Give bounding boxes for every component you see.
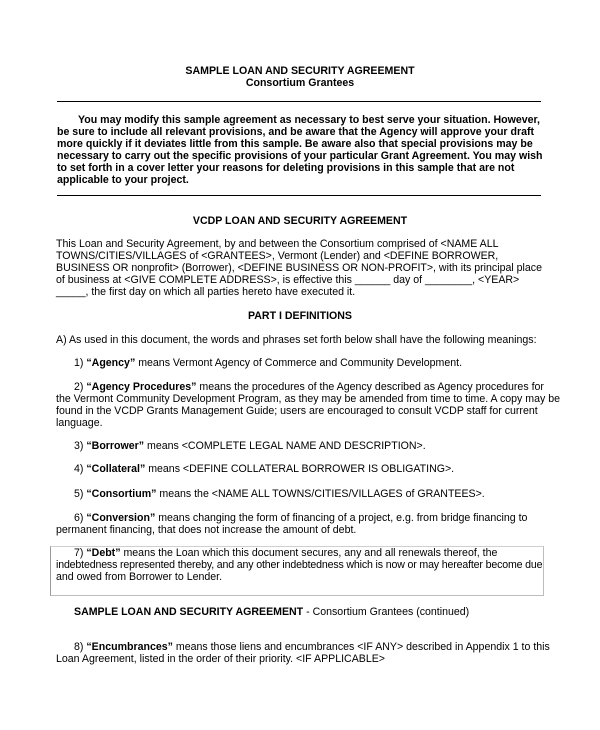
defined-term: “Conversion”: [86, 512, 156, 524]
item-number: 6): [74, 512, 84, 524]
definition-text: indebtedness represented thereby, and any other indebtedness which is now or may hereafter become due: [56, 559, 543, 571]
notice-line: You may modify this sample agreement as necessary to best serve your situation. However,: [78, 114, 540, 126]
defined-term: “Collateral”: [86, 463, 146, 475]
definition-consortium: [74, 488, 485, 500]
notice-line: to set forth in a cover letter your reasons for deleting provisions in this sample that are not: [57, 162, 515, 174]
intro-line: BUSINESS OR nonprofit> (Borrower), <DEFINE BUSINESS OR NON-PROFIT>, with its principal place: [56, 262, 542, 274]
definition-text: permanent financing, that does not increase the amount of debt.: [56, 524, 357, 536]
document-subtitle: Consortium Grantees: [245, 77, 355, 89]
intro-line: This Loan and Security Agreement, by and between the Consortium comprised of <NAME ALL: [56, 238, 499, 250]
definition-text: means the Loan which this document secures, any and all renewals thereof, the: [120, 547, 498, 559]
item-number: 5): [74, 488, 84, 500]
definition-text: Loan Agreement, listed in the order of their priority. <IF APPLICABLE>: [56, 653, 385, 665]
defined-term: “Encumbrances”: [86, 641, 173, 653]
notice-line: more quickly if it deviates little from this sample. Be aware also that special provisions may be: [57, 138, 533, 150]
continued-header: [74, 606, 469, 618]
part-one-heading: PART I DEFINITIONS: [248, 310, 352, 322]
notice-bottom-rule: [57, 195, 541, 196]
intro-line: _____, the first day on which all parties hereto have executed it.: [56, 286, 356, 298]
definition-text: means Vermont Agency of Commerce and Community Development.: [135, 357, 463, 369]
notice-top-rule: [57, 101, 541, 102]
intro-line: TOWNS/CITIES/VILLAGES of <GRANTEES>, Vermont (Lender) and <DEFINE BORROWER,: [56, 250, 499, 262]
intro-line: of business at <GIVE COMPLETE ADDRESS>, is effective this ______ day of ________, <YEAR>: [56, 274, 520, 286]
item-number: 1): [74, 357, 84, 369]
definition-text: found in the VCDP Grants Management Guide; users are encouraged to consult VCDP staff for current: [56, 405, 538, 417]
defined-term: “Borrower”: [86, 440, 145, 452]
defined-term: “Consortium”: [86, 488, 157, 500]
defined-term: “Agency Procedures”: [86, 381, 197, 393]
definition-text: means those liens and encumbrances <IF ANY> described in Appendix 1 to this: [172, 641, 550, 653]
notice-line: necessary to carry out the specific provisions of your particular Grant Agreement. You may wish: [57, 150, 543, 162]
definition-text: means the <NAME ALL TOWNS/CITIES/VILLAGES of GRANTEES>.: [156, 488, 485, 500]
defined-term: “Debt”: [86, 547, 121, 559]
definition-text: the Vermont Community Development Program, as they may be amended from time to time. A copy may be: [56, 393, 561, 405]
notice-line: applicable to your project.: [57, 174, 189, 186]
definition-text: means the procedures of the Agency described as Agency procedures for: [196, 381, 544, 393]
definition-text: and owed from Borrower to Lender.: [56, 571, 223, 583]
notice-line: be sure to include all relevant provisions, and be aware that the Agency will approve your draft: [57, 126, 535, 138]
agreement-heading: VCDP LOAN AND SECURITY AGREEMENT: [192, 215, 408, 227]
definition-collateral: [74, 463, 454, 475]
continued-suffix: - Consortium Grantees (continued): [303, 606, 470, 618]
definition-text: means <COMPLETE LEGAL NAME AND DESCRIPTION>.: [144, 440, 426, 452]
defined-term: “Agency”: [86, 357, 136, 369]
definition-text: means <DEFINE COLLATERAL BORROWER IS OBLIGATING>.: [145, 463, 455, 475]
definition-text: means changing the form of financing of a project, e.g. from bridge financing to: [155, 512, 528, 524]
definition-borrower: [74, 440, 426, 452]
document-title: SAMPLE LOAN AND SECURITY AGREEMENT: [185, 65, 415, 77]
item-number: 8): [74, 641, 84, 653]
definition-agency: [74, 357, 462, 369]
item-number: 2): [74, 381, 84, 393]
definition-text: language.: [56, 417, 103, 429]
continued-title: SAMPLE LOAN AND SECURITY AGREEMENT: [74, 606, 304, 618]
definitions-intro: A) As used in this document, the words and phrases set forth below shall have the following meanings:: [56, 334, 537, 346]
item-number: 7): [74, 547, 84, 559]
item-number: 4): [74, 463, 84, 475]
item-number: 3): [74, 440, 84, 452]
